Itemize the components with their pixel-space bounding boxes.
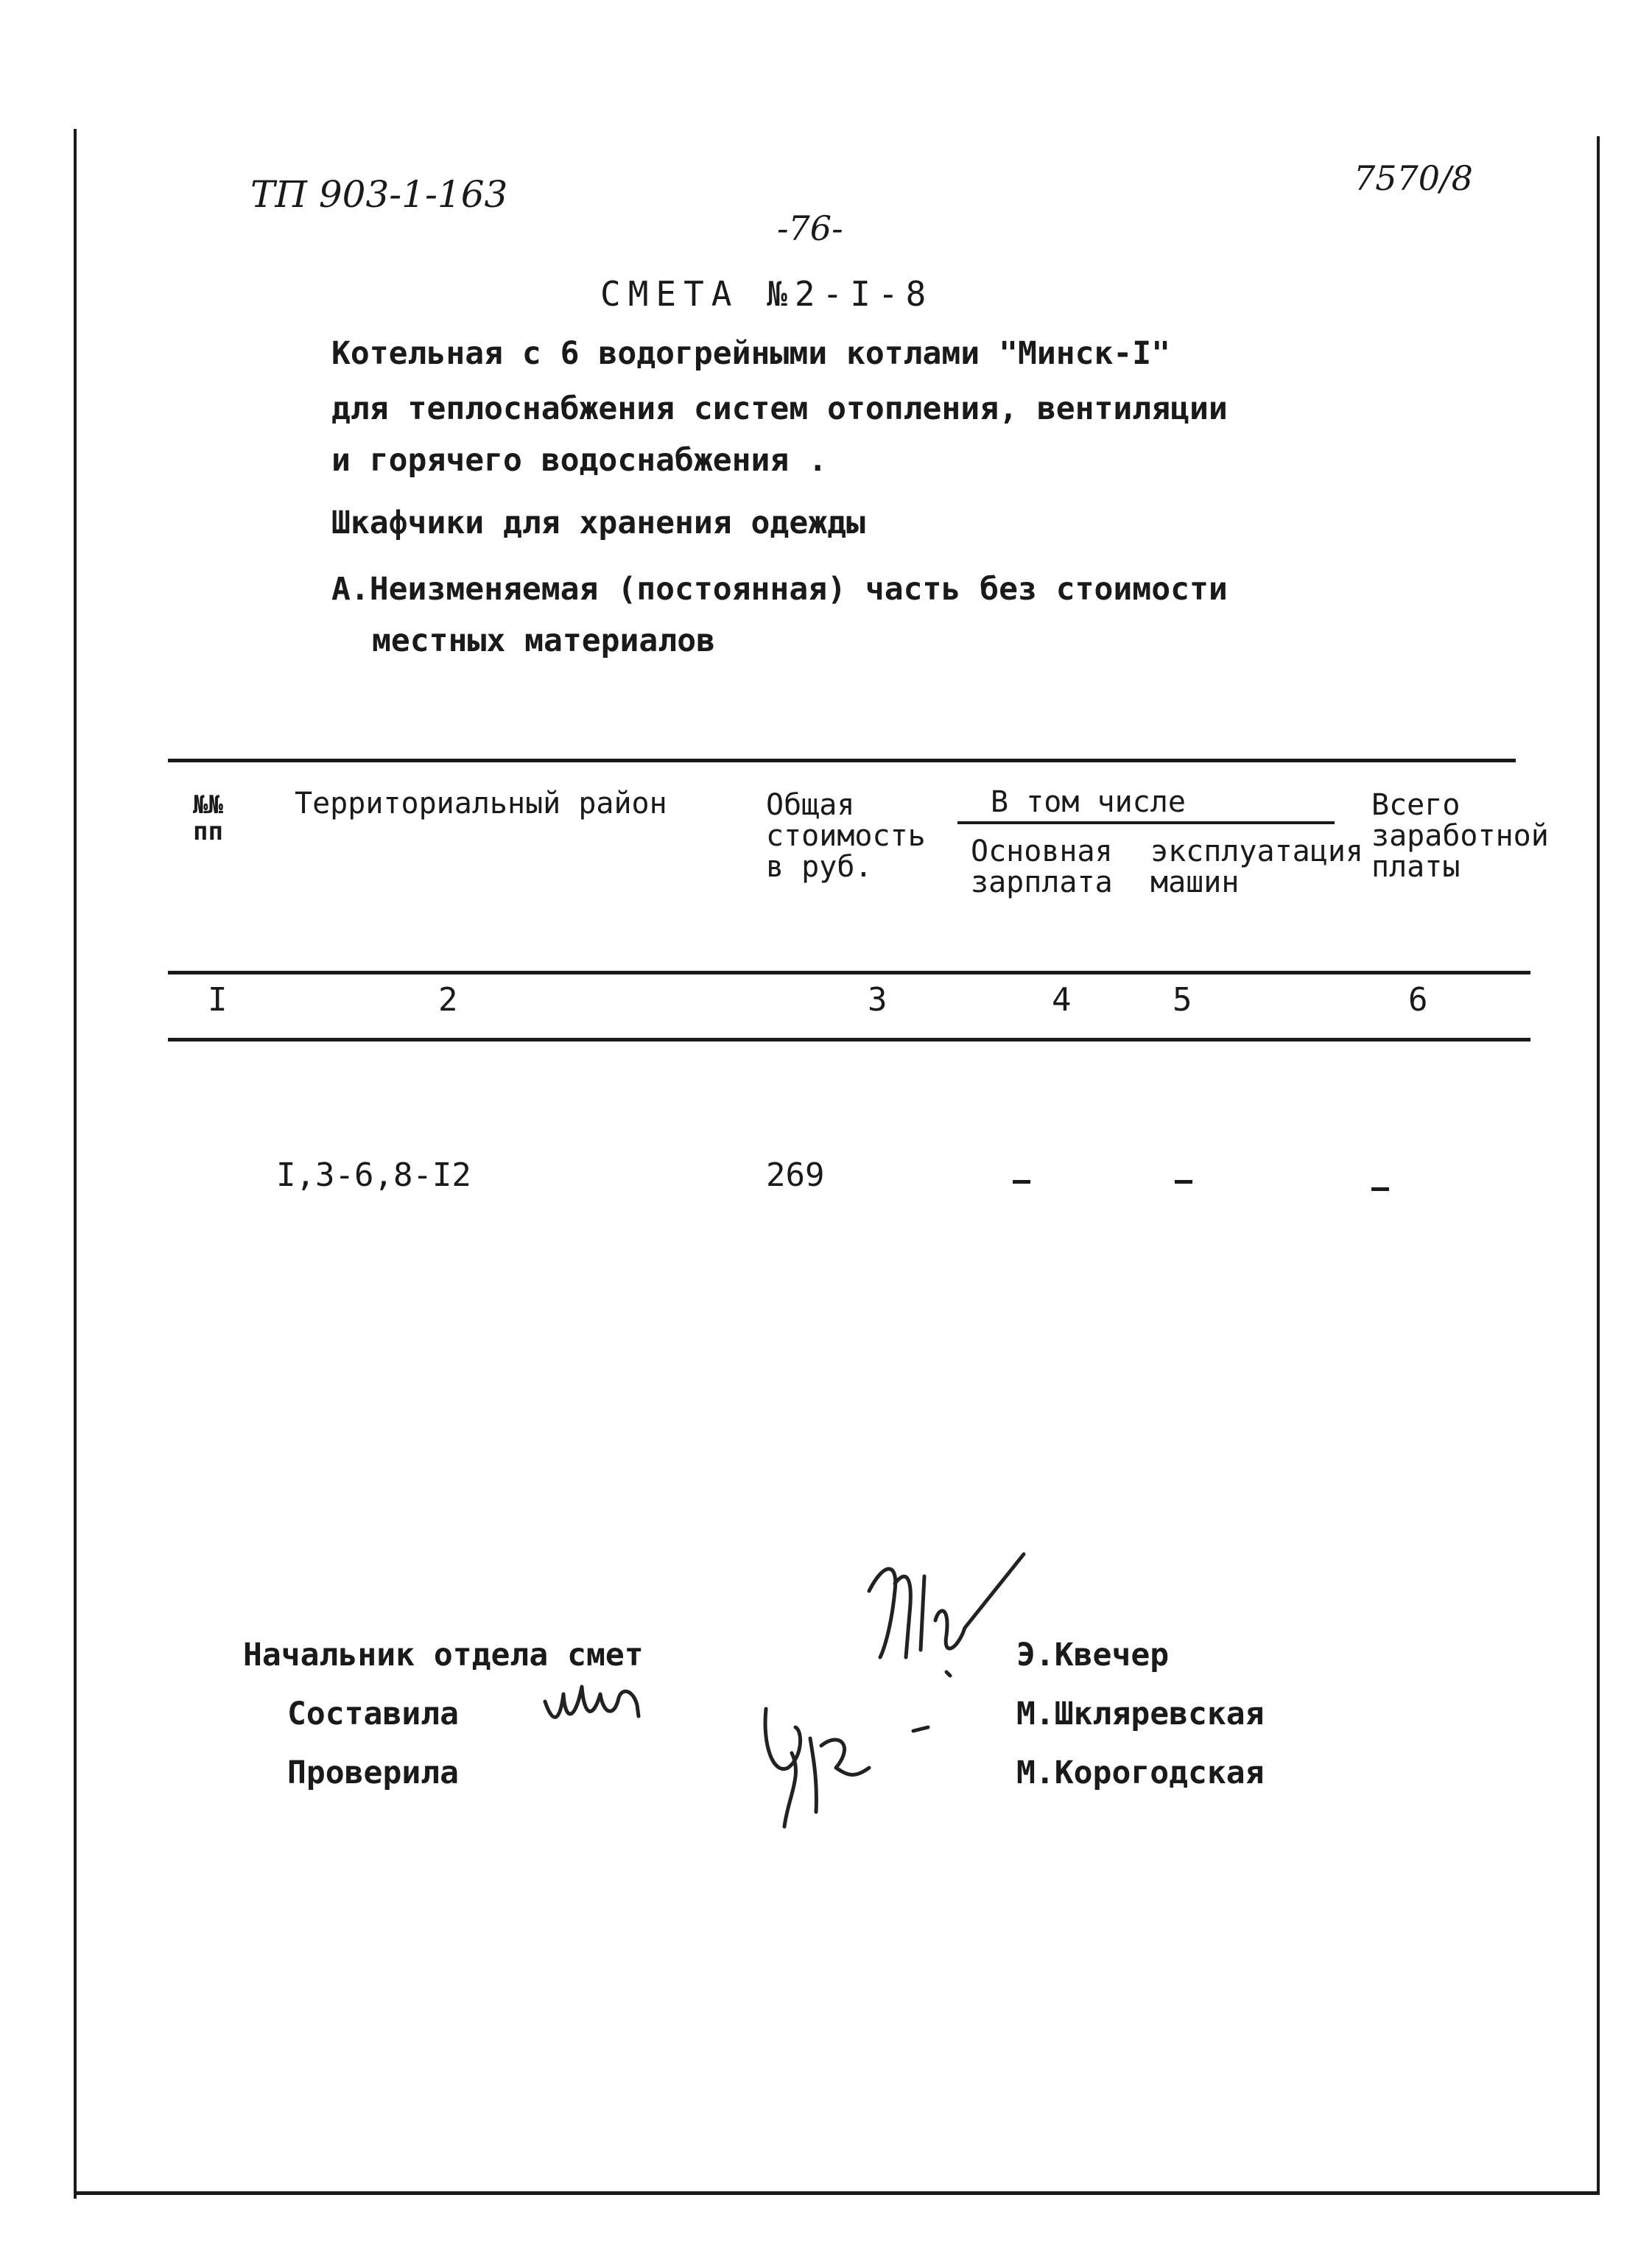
- section-line-2: местных материалов: [372, 622, 715, 659]
- header-total-wages: Всего заработной платы: [1371, 788, 1549, 884]
- signature-name-checker: М.Корогодская: [1016, 1755, 1265, 1791]
- table-row-machines-dash: [1175, 1180, 1192, 1184]
- signature-role-compiler: Составила: [287, 1696, 459, 1732]
- signature-compiler-handwritten: [541, 1672, 696, 1738]
- table-row-machines-text: [1173, 1156, 1192, 1194]
- table-row-total-cost: 269: [766, 1156, 825, 1194]
- group-header-rule: [957, 821, 1335, 824]
- table-top-rule: [168, 759, 1516, 762]
- header-bottom-rule: [168, 971, 1530, 974]
- header-total-cost: Общая стоимость в руб.: [766, 788, 926, 884]
- header-basic-wages: Основная зарплата: [971, 835, 1113, 899]
- table-row-wages-dash: [1013, 1180, 1030, 1184]
- header-group-including: В том числе: [991, 785, 1186, 819]
- page-frame-right: [1597, 136, 1600, 2191]
- column-number-4: 4: [1052, 981, 1072, 1019]
- page-number: -76-: [777, 208, 843, 248]
- signature-name-compiler: М.Шкляревская: [1016, 1696, 1265, 1732]
- document-title: СМЕТА №2-I-8: [600, 274, 934, 314]
- subject-line: Шкафчики для хранения одежды: [331, 505, 865, 541]
- sheet-reference: 7570/8: [1354, 158, 1473, 198]
- signature-role-chief: Начальник отдела смет: [243, 1637, 644, 1673]
- signature-chief-handwritten: [854, 1547, 1031, 1694]
- doc-code: ТП 903-1-163: [250, 173, 508, 216]
- header-machine-operation: эксплуатация машин: [1150, 835, 1363, 899]
- column-number-rule: [168, 1038, 1530, 1042]
- header-district: Территориальный район: [295, 787, 667, 821]
- page-frame-bottom: [74, 2191, 1600, 2195]
- column-number-1: I: [208, 981, 228, 1019]
- section-line-1: А.Неизменяемая (постоянная) часть без стоимости: [331, 571, 1228, 608]
- column-number-2: 2: [438, 981, 458, 1019]
- table-row-all-wages-text: [1370, 1164, 1390, 1201]
- description-line-3: и горячего водоснабжения .: [331, 442, 828, 479]
- table-row-wages-text: [1010, 1156, 1030, 1194]
- column-number-3: 3: [868, 981, 887, 1019]
- header-row-number: №№ пп: [193, 790, 223, 846]
- signature-role-checker: Проверила: [287, 1755, 459, 1791]
- table-row-all-wages-dash: [1371, 1187, 1389, 1191]
- column-number-5: 5: [1173, 981, 1192, 1019]
- table-row-district: I,3-6,8-I2: [276, 1156, 471, 1194]
- description-line-1: Котельная с 6 водогрейными котлами "Минск-I": [331, 335, 1171, 372]
- column-number-6: 6: [1408, 981, 1428, 1019]
- signature-checker-handwritten: [759, 1687, 957, 1841]
- signature-name-chief: Э.Квечер: [1016, 1637, 1170, 1673]
- page-frame-left: [74, 129, 77, 2199]
- description-line-2: для теплоснабжения систем отопления, вентиляции: [331, 390, 1228, 427]
